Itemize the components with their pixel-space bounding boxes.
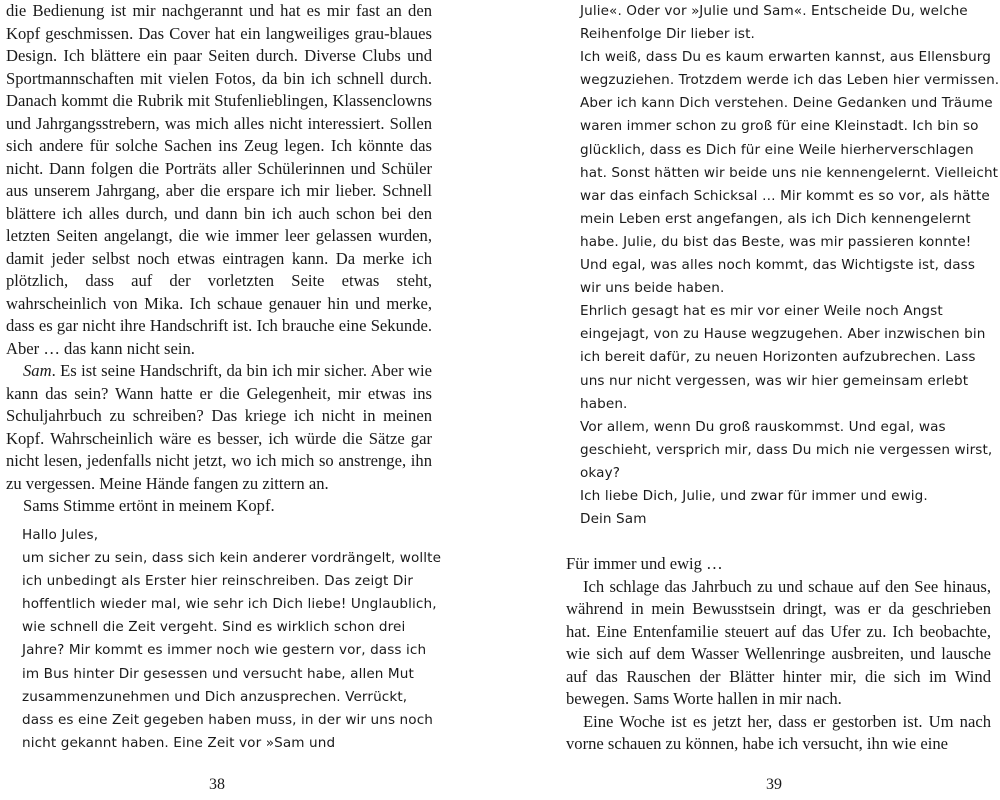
left-paragraph-2 xyxy=(6,360,432,495)
right-paragraph-3: Eine Woche ist es jetzt her, dass er gestorben ist. Um nach vorne schauen zu können, habe ich versucht, ihn wie eine xyxy=(566,711,991,753)
letter-part-4: Vor allem, wenn Du groß rauskommst. Und egal, was geschieht, versprich mir, dass Du mich nie vergessen wirst, okay? xyxy=(580,418,993,481)
page-number-left: 38 xyxy=(209,776,225,793)
letter-part-1: Julie«. Oder vor »Julie und Sam«. Entscheide Du, welche Reihenfolge Dir lieber ist. xyxy=(580,3,968,43)
letter-part-3: Ehrlich gesagt hat es mir vor einer Weile noch Angst eingejagt, von zu Hause wegzugehen. Aber inzwischen bin ich bereit dafür, zu neuen Horizonten aufzubrechen. Lass uns nur nicht vergessen, was wir hier gemeinsam erlebt haben. xyxy=(580,303,986,412)
left-paragraph-2-rest: . Es ist seine Handschrift, da bin ich mir sicher. Aber wie kann das sein? Wann hatte er die Gelegenheit, mir etwas ins Schuljahrbuch zu schreiben? Das kriege ich nicht in meinen Kopf. Wahrscheinlich wäre es besser, ich würde die Sätze gar nicht lesen, jedenfalls nicht jetzt, wo ich mich so anstrenge, ihn zu vergessen. Meine Hände fangen zu zittern an. xyxy=(6,361,432,493)
letter-greeting: Hallo Jules, xyxy=(22,527,99,543)
handwritten-letter-continued xyxy=(580,0,1000,531)
letter-part-2: Ich weiß, dass Du es kaum erwarten kannst, aus Ellensburg wegzuziehen. Trotzdem werde ich das Leben hier vermissen. Aber ich kann Dich verstehen. Deine Gedanken und Träume waren immer schon zu groß für eine Kleinstadt. Ich bin so glücklich, dass es Dich für eine Weile hierherverschlagen hat. Sonst hätten wir beide uns nie kennengelernt. Vielleicht war das einfach Schicksal … Mir kommt es so vor, als hätte mein Leben erst angefangen, als ich Dich kennengelernt habe. Julie, du bist das Beste, was mir passieren konnte! Und egal, was alles noch kommt, das Wichtigste ist, dass wir uns beide haben. xyxy=(580,49,1000,297)
right-paragraph-1: Für immer und ewig … xyxy=(566,554,723,573)
right-paragraph-2: Ich schlage das Jahrbuch zu und schaue auf den See hinaus, während in mein Bewusstsein dringt, was er da geschrieben hat. Eine Entenfamilie steuert auf das Ufer zu. Ich beobachte, wie sich auf dem Wasser Wellenringe ausbreiten, und lausche auf das Rauschen der Blätter hinter mir, die sich im Wind bewegen. Sams Worte hallen in mir nach. xyxy=(566,576,991,708)
letter-text-left: um sicher zu sein, dass sich kein anderer vordrängelt, wollte ich unbedingt als Erster hier reinschreiben. Das zeigt Dir hoffentlich wieder mal, wie sehr ich Dich liebe! Unglaublich, wie schnell die Zeit vergeht. Sind es wirklich schon drei Jahre? Mir kommt es immer noch wie gestern vor, dass ich im Bus hinter Dir gesessen und versucht habe, allen Mut zusammenzunehmen und Dich anzusprechen. Verrückt, dass es eine Zeit gegeben haben muss, in der wir uns noch nicht gekannt haben. Eine Zeit vor »Sam und xyxy=(22,550,442,751)
left-paragraph-3: Sams Stimme ertönt in meinem Kopf. xyxy=(23,496,275,515)
left-page-body xyxy=(6,0,432,518)
sam-emphasis: Sam xyxy=(23,361,52,380)
page-number-right: 39 xyxy=(766,776,782,793)
right-page-body xyxy=(566,553,991,756)
left-paragraph-1: die Bedienung ist mir nachgerannt und hat es mir fast an den Kopf geschmissen. Das Cover hat ein langweiliges grau-blaues Design. Ich blättere ein paar Seiten durch. Diverse Clubs und Sportmannschaften mit vielen Fotos, da bin ich schnell durch. Danach kommt die Rubrik mit Stufenlieblingen, Klassenclowns und Jahrgangsstrebern, was mich alles nicht interessiert. Sollen sich andere für solche Sachen ins Zeug legen. Ich könnte das nicht. Dann folgen die Porträts aller Schülerinnen und Schüler aus unserem Jahrgang, aber die erspare ich mir lieber. Schnell blättere ich alles durch, und dann bin ich auch schon bei den letzten Seiten angelangt, die wie immer leer gelassen wurden, damit jeder selbst noch etwas eintragen kann. Da merke ich plötzlich, dass auf der vorletzten Seite etwas steht, wahrscheinlich von Mika. Ich schaue genauer hin und merke, dass es gar nicht ihre Handschrift ist. Ich brauche eine Sekunde. Aber … das kann nicht sein. xyxy=(6,1,432,358)
letter-part-5: Ich liebe Dich, Julie, und zwar für immer und ewig. xyxy=(580,487,928,504)
letter-signature: Dein Sam xyxy=(580,511,647,528)
handwritten-letter-start xyxy=(22,524,442,755)
